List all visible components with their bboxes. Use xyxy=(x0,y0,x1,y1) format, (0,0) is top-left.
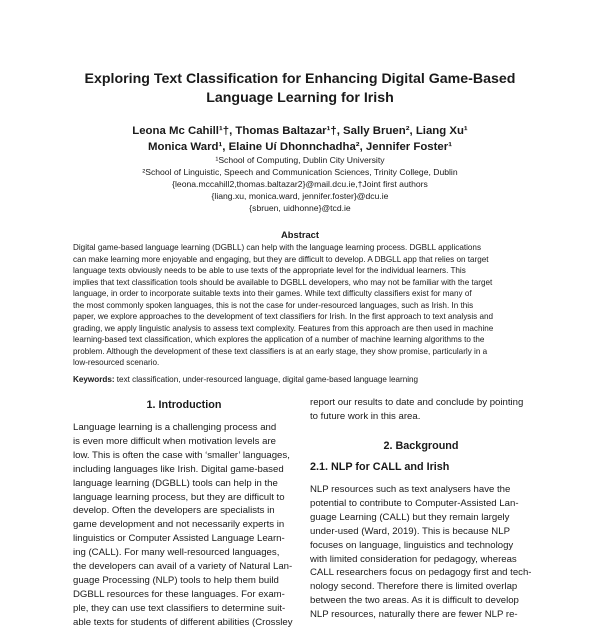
intro-line: including languages like Irish. Digital game-based xyxy=(73,463,284,475)
keywords-label: Keywords: xyxy=(73,375,115,384)
right-intro-column xyxy=(310,396,532,424)
keywords xyxy=(73,375,533,384)
intro-line: develop. Often the developers are specialists in xyxy=(73,505,275,517)
intro-line: language learning (DGBLL) tools can help in the xyxy=(73,477,278,489)
intro-line: able texts for students of different abilities (Crossley xyxy=(73,616,293,628)
author-line: Monica Ward¹, Elaine Uí Dhonnchadha², Jennifer Foster¹ xyxy=(148,140,452,153)
abstract-line: implies that text classification tools should be available to DGBLL developers, who may not be familiar with the target xyxy=(73,277,493,287)
background-line: guage Learning (CALL) but they remain largely xyxy=(310,511,510,523)
intro-line: low. This is often the case with ‘smaller’ languages, xyxy=(73,449,290,461)
abstract-line: the most commonly spoken languages, this is not the case for under-resourced languages, such as Irish. In this xyxy=(73,300,474,310)
affiliation-email-line: {liang.xu, monica.ward, jennifer.foster}@dcu.ie xyxy=(211,191,389,202)
background-line: potential to contribute to Computer-Assisted Lan- xyxy=(310,497,519,509)
keywords-text: text classification, under-resourced language, digital game-based language learning xyxy=(114,375,419,384)
abstract-line: can make learning more enjoyable and engaging, but they are difficult to develop. A DBGLL app that relies on target xyxy=(73,254,489,264)
affiliation-email-line: {sbruen, uidhonne}@tcd.ie xyxy=(249,203,351,214)
background-line: nology second. Therefore there is limited overlap xyxy=(310,581,518,593)
intro-line: ing (CALL). For many well-resourced languages, xyxy=(73,547,280,559)
abstract-line: language, in order to incorporate suitable texts into their games. While text difficulty classifiers exist for many of xyxy=(73,289,472,299)
abstract-line: language texts obviously needs to be able to use texts of the appropriate level for the individual learners. This xyxy=(73,266,466,276)
right-intro-line: report our results to date and conclude by pointing xyxy=(310,397,524,408)
intro-line: game development and not necessarily experts in xyxy=(73,519,285,531)
intro-heading: 1. Introduction xyxy=(146,399,222,411)
intro-column xyxy=(73,421,295,630)
abstract-body xyxy=(73,242,528,369)
abstract-line: paper, we explore approaches to the development of text classifiers for Irish. In the first approach to text analysis and xyxy=(73,312,494,322)
abstract-line: learning-based text classification, which explores the application of a number of machine learning algorithms to the xyxy=(73,335,485,345)
intro-line: language learning process, but they are difficult to xyxy=(73,491,285,503)
background-line: with limited consideration for pedagogy, whereas xyxy=(310,553,517,565)
author-list xyxy=(0,124,600,155)
intro-line: DGBLL resources for these languages. For exam- xyxy=(73,588,285,600)
background-line: focuses on language, linguistics and technology xyxy=(310,539,514,551)
intro-line: ple, they can use text classifiers to determine suit- xyxy=(73,602,286,614)
abstract-line: problem. Although the development of these text classifiers is at an early stage, they show promise, particularly in a xyxy=(73,346,488,356)
intro-line: is even more difficult when motivation levels are xyxy=(73,435,276,447)
intro-line: the developers can avail of a variety of Natural Lan- xyxy=(73,561,293,573)
background-line: NLP resources, naturally there are fewer NLP re- xyxy=(310,609,518,621)
affiliation-email-line: {leona.mccahill2,thomas.baltazar2}@mail.dcu.ie,†Joint first authors xyxy=(172,179,428,190)
background-line: NLP resources such as text analysers have the xyxy=(310,484,511,495)
background-line: under-used (Ward, 2019). This is because NLP xyxy=(310,525,510,537)
background-subheading: 2.1. NLP for CALL and Irish xyxy=(310,461,450,473)
right-intro-line: to future work in this area. xyxy=(310,410,421,422)
abstract-heading: Abstract xyxy=(280,229,320,240)
title-line: Language Learning for Irish xyxy=(206,90,394,106)
background-heading: 2. Background xyxy=(383,440,459,452)
background-column xyxy=(310,483,532,622)
affiliation-line: ²School of Linguistic, Speech and Communication Sciences, Trinity College, Dublin xyxy=(142,167,458,178)
affiliations xyxy=(0,154,600,214)
title-line: Exploring Text Classification for Enhancing Digital Game-Based xyxy=(84,71,516,87)
abstract-line: grading, we apply linguistic analysis to assess text complexity. Features from this approach are then used in machine xyxy=(73,323,494,333)
paper-title xyxy=(0,70,600,108)
intro-line: Language learning is a challenging process and xyxy=(73,422,277,433)
intro-line: linguistics or Computer Assisted Language Learn- xyxy=(73,533,285,545)
background-line: CALL researchers focus on pedagogy first and tech- xyxy=(310,567,532,579)
abstract-line: low-resourced scenario. xyxy=(73,358,160,368)
intro-line: guage Processing (NLP) tools to help them build xyxy=(73,574,279,586)
background-line: between the two areas. As it is difficult to develop xyxy=(310,595,519,607)
affiliation-line: ¹School of Computing, Dublin City University xyxy=(215,155,385,165)
abstract-line: Digital game-based language learning (DGBLL) can help with the language learning process. DGBLL applications xyxy=(73,243,482,252)
author-line: Leona Mc Cahill¹†, Thomas Baltazar¹†, Sally Bruen², Liang Xu¹ xyxy=(132,125,468,137)
